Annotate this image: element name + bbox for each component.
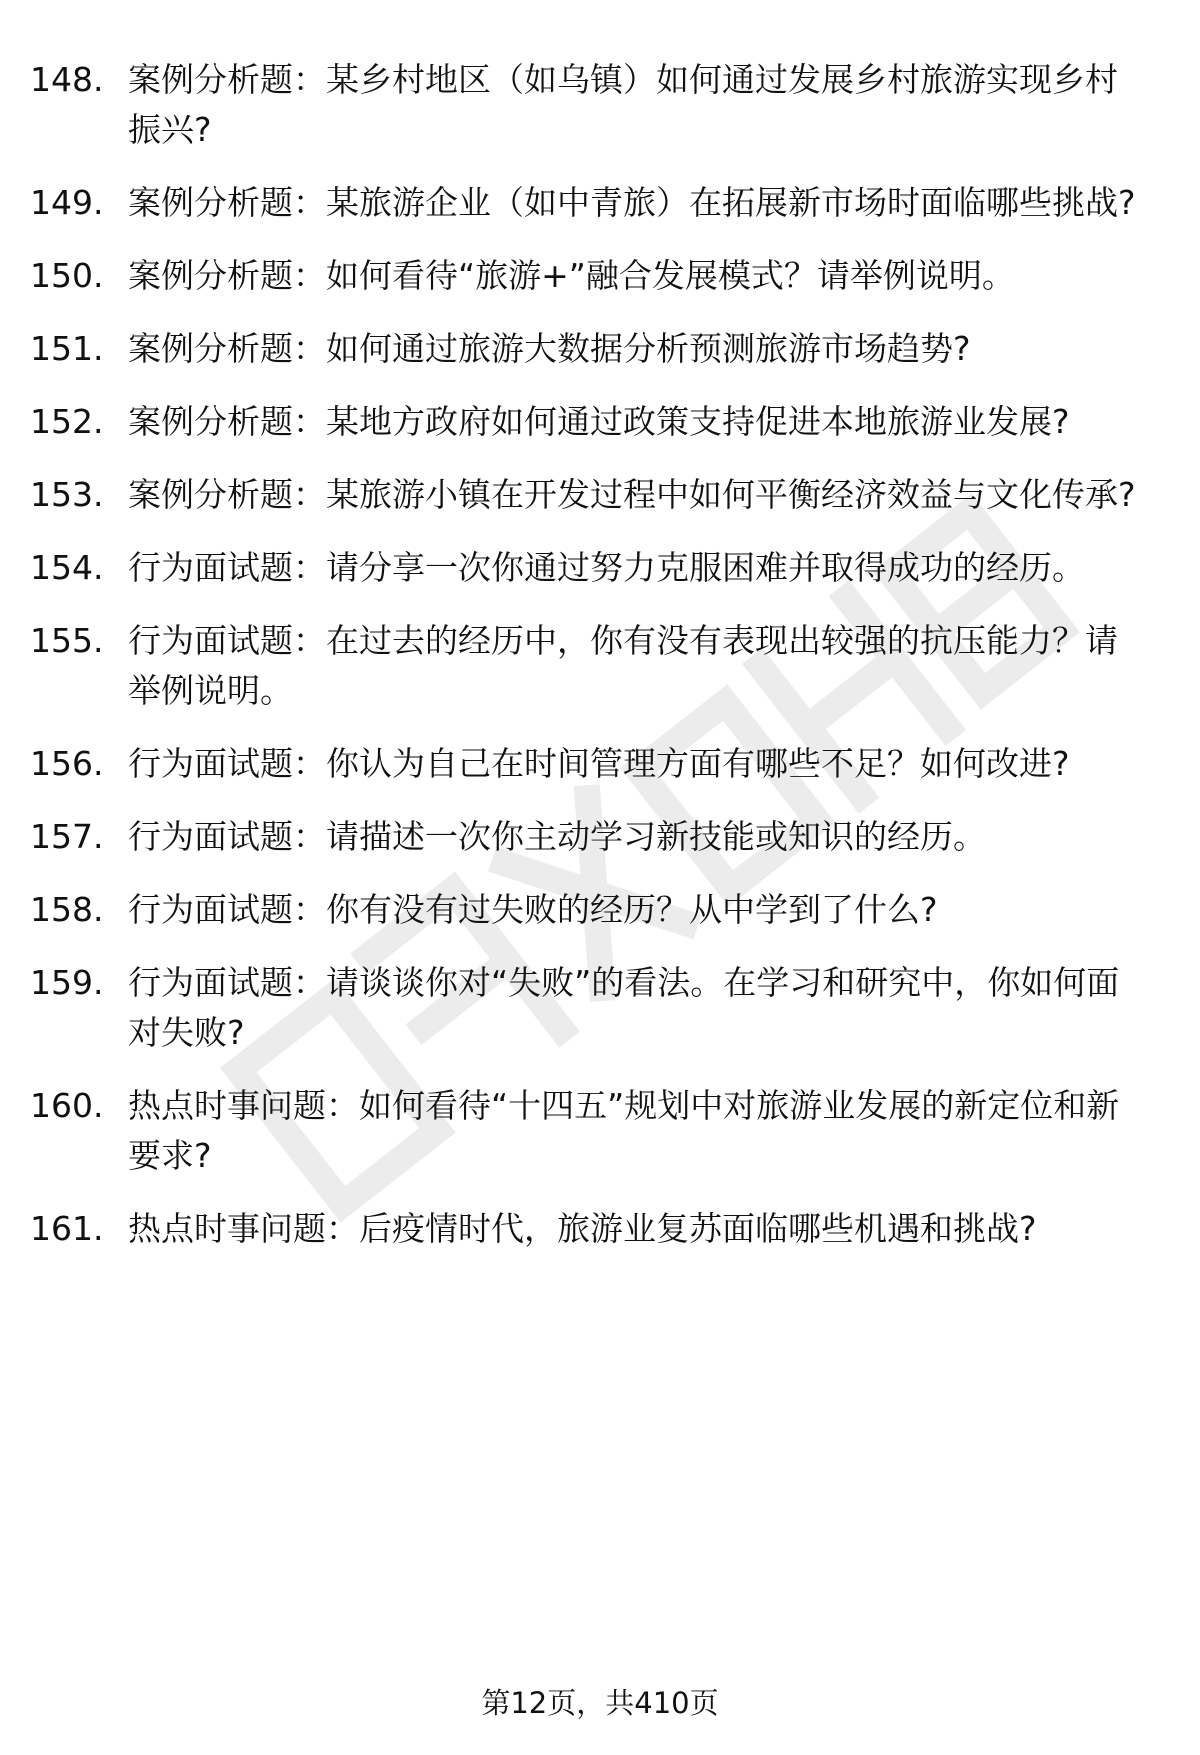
page-footer: 第12页，共410页 xyxy=(481,1686,719,1720)
question-number: 160. xyxy=(30,1086,104,1125)
question-text: 案例分析题：某旅游小镇在开发过程中如何平衡经济效益与文化传承? xyxy=(128,475,1136,514)
list-item xyxy=(30,1204,1150,1254)
question-text: 行为面试题：你认为自己在时间管理方面有哪些不足？如何改进? xyxy=(128,744,1070,783)
question-text: 案例分析题：某地方政府如何通过政策支持促进本地旅游业发展? xyxy=(128,402,1070,441)
list-item xyxy=(30,470,1150,520)
question-number: 153. xyxy=(30,475,104,514)
list-item xyxy=(30,543,1150,593)
question-number: 148. xyxy=(30,60,104,99)
question-text: 热点时事问题：如何看待“十四五”规划中对旅游业发展的新定位和新要求? xyxy=(128,1086,1120,1175)
question-number: 155. xyxy=(30,621,104,660)
question-number: 151. xyxy=(30,329,104,368)
question-text: 行为面试题：你有没有过失败的经历？从中学到了什么? xyxy=(128,890,938,929)
question-number: 159. xyxy=(30,963,104,1002)
question-text: 案例分析题：某乡村地区（如乌镇）如何通过发展乡村旅游实现乡村振兴? xyxy=(128,60,1118,149)
list-item xyxy=(30,812,1150,862)
list-item xyxy=(30,55,1150,155)
question-text: 案例分析题：如何看待“旅游+”融合发展模式？请举例说明。 xyxy=(128,256,1015,295)
question-number: 161. xyxy=(30,1209,104,1248)
list-item xyxy=(30,885,1150,935)
list-item xyxy=(30,178,1150,228)
list-item xyxy=(30,739,1150,789)
question-text: 热点时事问题：后疫情时代，旅游业复苏面临哪些机遇和挑战? xyxy=(128,1209,1037,1248)
question-text: 行为面试题：请分享一次你通过努力克服困难并取得成功的经历。 xyxy=(128,548,1085,587)
question-text: 案例分析题：如何通过旅游大数据分析预测旅游市场趋势? xyxy=(128,329,971,368)
question-text: 行为面试题：请谈谈你对“失败”的看法。在学习和研究中，你如何面对失败? xyxy=(128,963,1120,1052)
question-number: 149. xyxy=(30,183,104,222)
list-item xyxy=(30,616,1150,716)
list-item xyxy=(30,397,1150,447)
question-number: 158. xyxy=(30,890,104,929)
question-text: 行为面试题：在过去的经历中，你有没有表现出较强的抗压能力？请举例说明。 xyxy=(128,621,1118,710)
question-number: 150. xyxy=(30,256,104,295)
question-number: 156. xyxy=(30,744,104,783)
question-number: 152. xyxy=(30,402,104,441)
list-item xyxy=(30,324,1150,374)
list-item xyxy=(30,1081,1150,1181)
list-item xyxy=(30,958,1150,1058)
question-list xyxy=(30,55,1150,1277)
question-number: 154. xyxy=(30,548,104,587)
question-number: 157. xyxy=(30,817,104,856)
list-item xyxy=(30,251,1150,301)
question-text: 行为面试题：请描述一次你主动学习新技能或知识的经历。 xyxy=(128,817,986,856)
question-text: 案例分析题：某旅游企业（如中青旅）在拓展新市场时面临哪些挑战? xyxy=(128,183,1136,222)
